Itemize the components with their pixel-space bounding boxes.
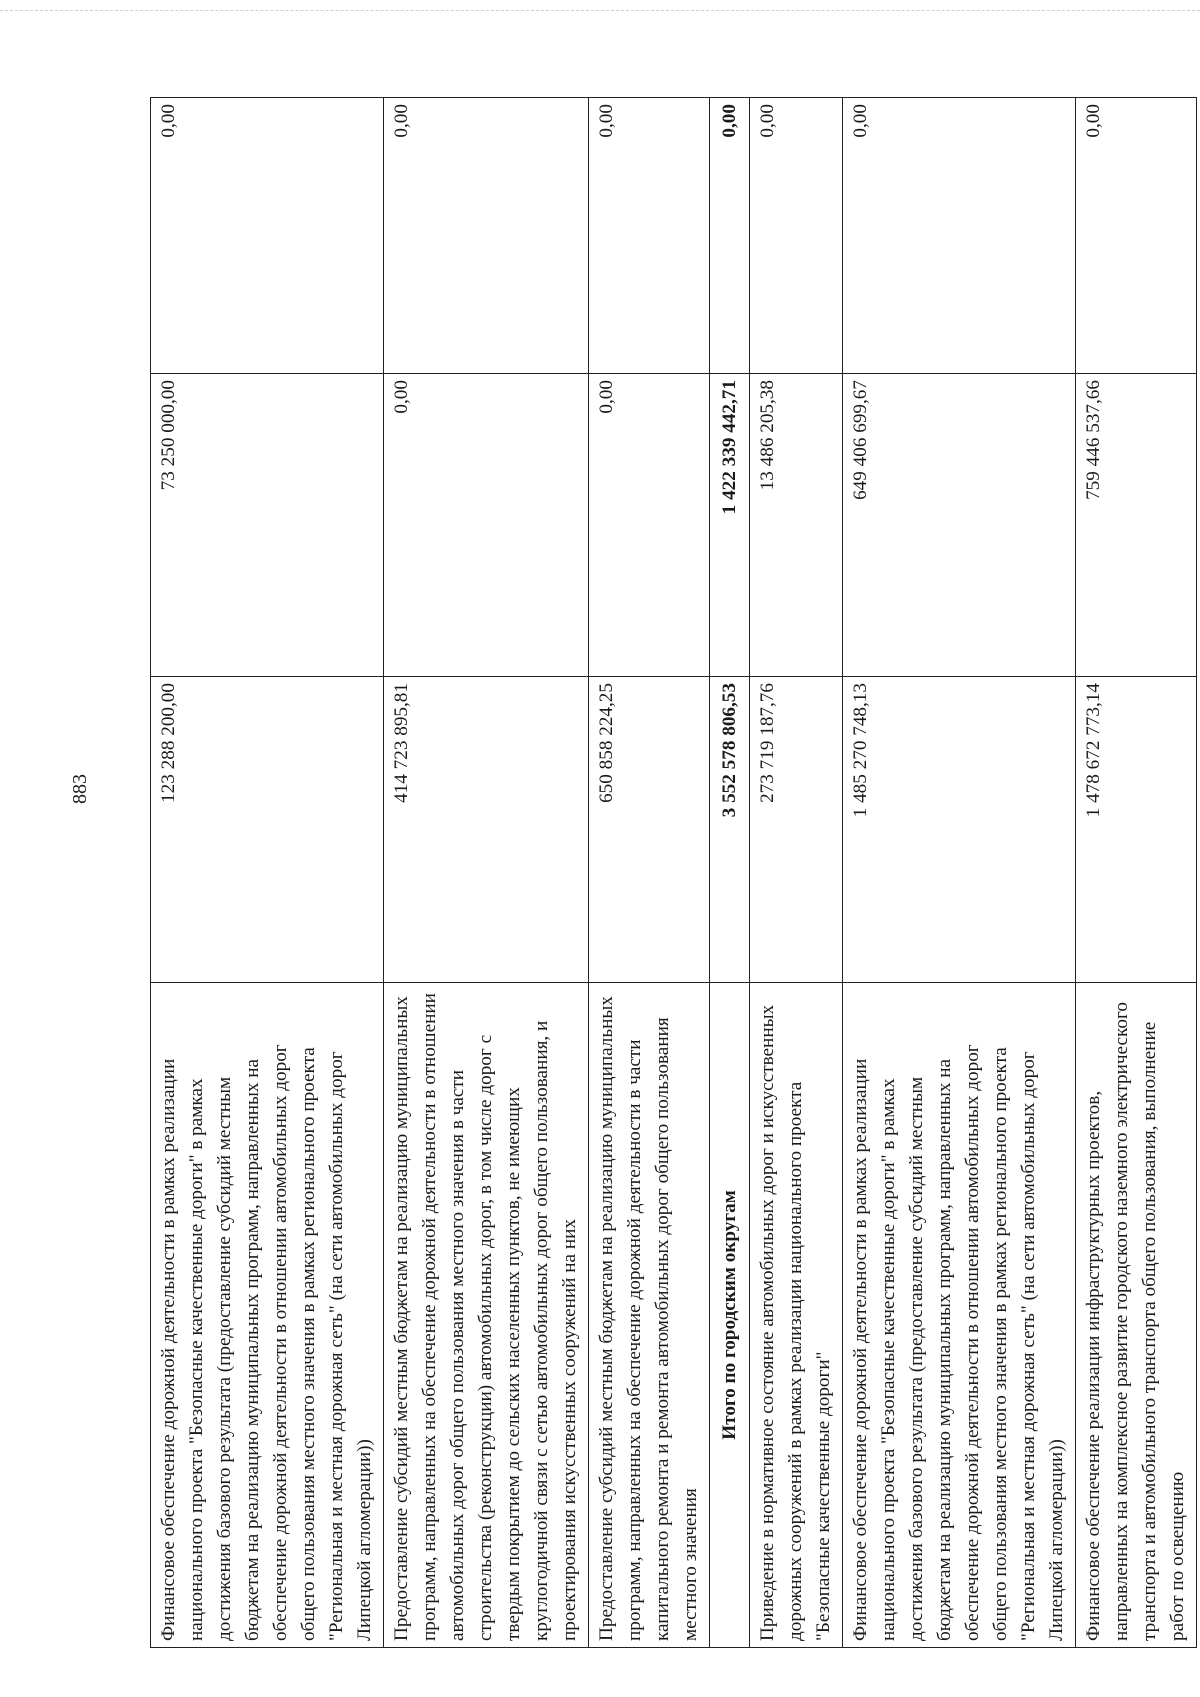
row-value-2: 649 406 699,67 bbox=[843, 374, 1076, 677]
row-value-2: 13 486 205,38 bbox=[750, 374, 843, 677]
row-value-2: 0,00 bbox=[384, 374, 589, 677]
row-description: Предоставление субсидий местным бюджетам на реализацию муниципальных программ, направленных на обеспечение дорожной деятельности в части капитального ремонта и ремонта автомобильных дорог общего пользования местного значения bbox=[589, 983, 710, 1648]
row-value-1: 650 858 224,25 bbox=[589, 677, 710, 983]
row-value-3: 0,00 bbox=[151, 98, 384, 374]
row-value-3: 0,00 bbox=[589, 98, 710, 374]
rotated-sheet bbox=[150, 98, 1188, 1648]
row-value-3: 0,00 bbox=[750, 98, 843, 374]
total-row bbox=[710, 98, 750, 1648]
row-value-1: 1 478 672 773,14 bbox=[1076, 677, 1197, 983]
budget-table bbox=[150, 97, 1197, 1648]
page-top-border bbox=[0, 10, 1200, 11]
row-description: Финансовое обеспечение реализации инфраструктурных проектов, направленных на комплексное развитие городского наземного электрического транспорта и автомобильного транспорта общего пользования, выполнение работ по освещению bbox=[1076, 983, 1197, 1648]
row-value-3: 0,00 bbox=[843, 98, 1076, 374]
total-value-1: 3 552 578 806,53 bbox=[710, 677, 750, 983]
table-row bbox=[1076, 98, 1197, 1648]
total-label: Итого по городским округам bbox=[710, 983, 750, 1648]
row-value-2: 73 250 000,00 bbox=[151, 374, 384, 677]
table-row bbox=[843, 98, 1076, 1648]
table-row bbox=[589, 98, 710, 1648]
row-value-2: 759 446 537,66 bbox=[1076, 374, 1197, 677]
row-description: Финансовое обеспечение дорожной деятельности в рамках реализации национального проекта "Безопасные качественные дороги" в рамках достижения базового результата (предоставление субсидий местным бюджетам на реализацию муниципальных программ, направленных на обеспечение дорожной деятельности в отношении автомобильных дорог общего пользования местного значения в рамках регионального проекта "Региональная и местная дорожная сеть" (на сети автомобильных дорог Липецкой агломерации)) bbox=[843, 983, 1076, 1648]
row-description: Приведение в нормативное состояние автомобильных дорог и искусственных дорожных сооружений в рамках реализации национального проекта "Безопасные качественные дороги" bbox=[750, 983, 843, 1648]
row-value-1: 273 719 187,76 bbox=[750, 677, 843, 983]
table-row bbox=[151, 98, 384, 1648]
row-description: Предоставление субсидий местным бюджетам на реализацию муниципальных программ, направленных на обеспечение дорожной деятельности в отношении автомобильных дорог общего пользования местного значения в части строительства (реконструкции) автомобильных дорог, в том числе дорог с твердым покрытием до сельских населенных пунктов, не имеющих круглогодичной связи с сетью автомобильных дорог общего пользования, и проектирования искусственных сооружений на них bbox=[384, 983, 589, 1648]
row-value-3: 0,00 bbox=[1076, 98, 1197, 374]
page-number: 883 bbox=[69, 774, 91, 804]
table-row bbox=[750, 98, 843, 1648]
total-value-3: 0,00 bbox=[710, 98, 750, 374]
row-value-3: 0,00 bbox=[384, 98, 589, 374]
total-value-2: 1 422 339 442,71 bbox=[710, 374, 750, 677]
row-description: Финансовое обеспечение дорожной деятельности в рамках реализации национального проекта "Безопасные качественные дороги" в рамках достижения базового результата (предоставление субсидий местным бюджетам на реализацию муниципальных программ, направленных на обеспечение дорожной деятельности в отношении автомобильных дорог общего пользования местного значения в рамках регионального проекта "Региональная и местная дорожная сеть" (на сети автомобильных дорог Липецкой агломерации)) bbox=[151, 983, 384, 1648]
row-value-1: 1 485 270 748,13 bbox=[843, 677, 1076, 983]
row-value-1: 123 288 200,00 bbox=[151, 677, 384, 983]
row-value-1: 414 723 895,81 bbox=[384, 677, 589, 983]
row-value-2: 0,00 bbox=[589, 374, 710, 677]
table-row bbox=[384, 98, 589, 1648]
